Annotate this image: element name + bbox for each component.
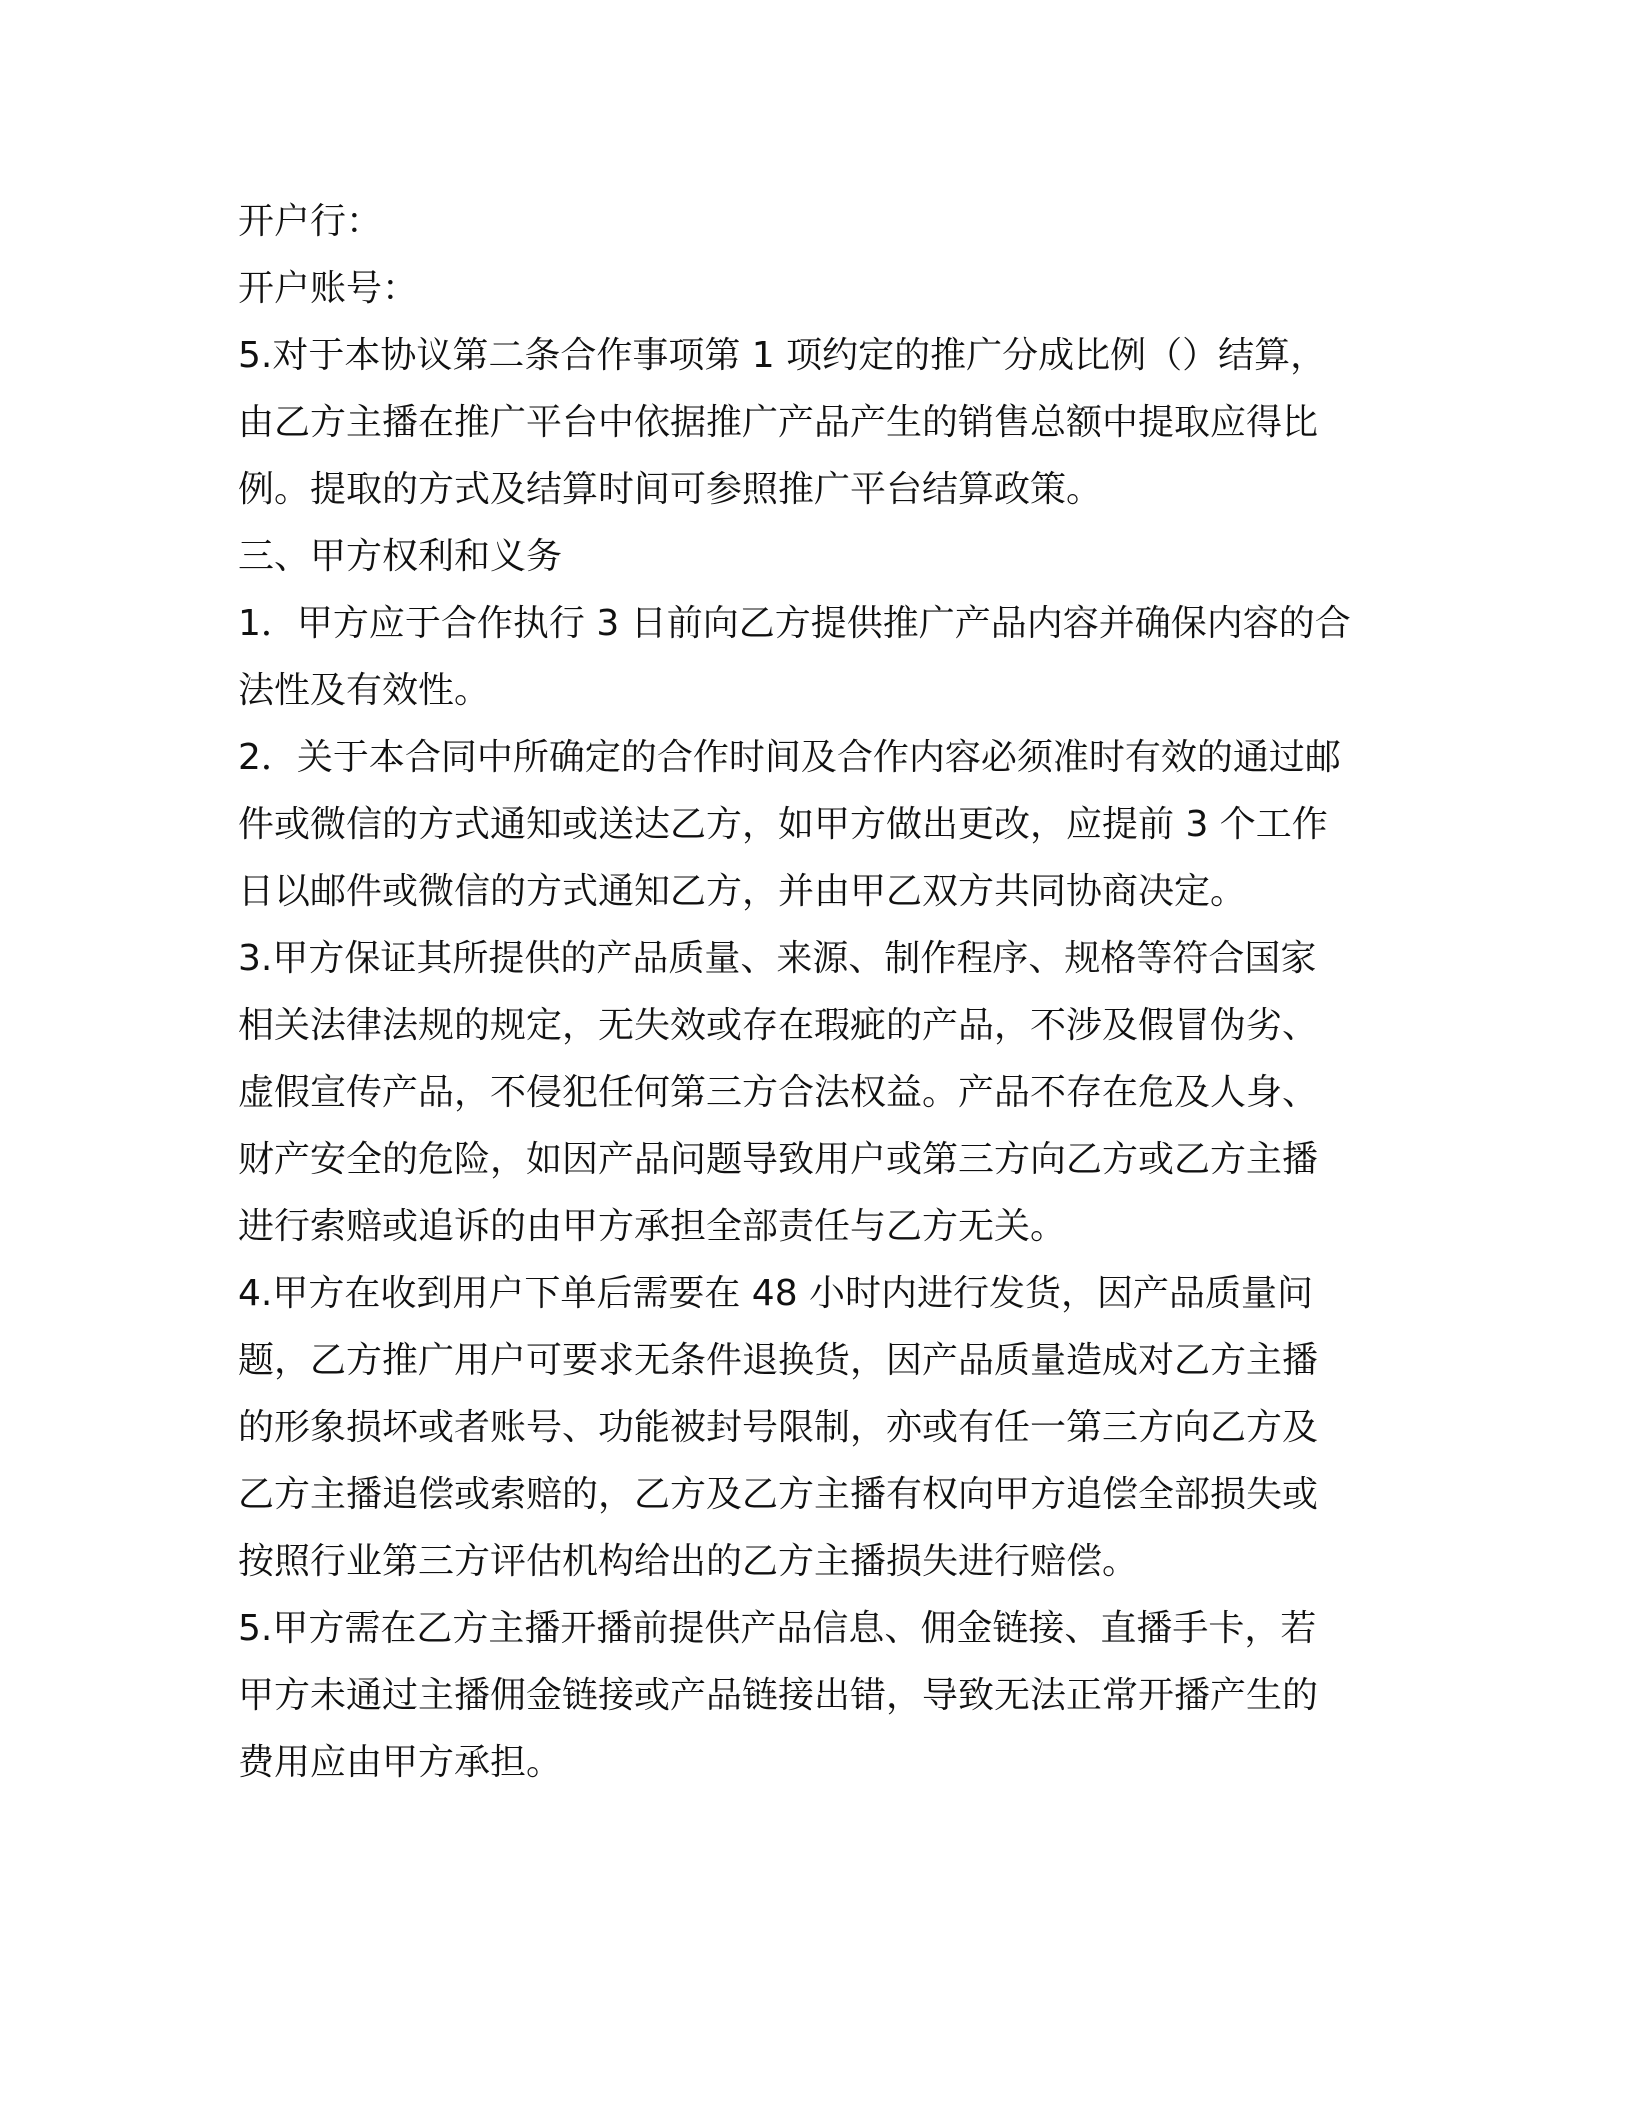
text-line: 1．甲方应于合作执行 3 日前向乙方提供推广产品内容并确保内容的合: [238, 603, 1351, 644]
text-line: 的形象损坏或者账号、功能被封号限制，亦或有任一第三方向乙方及: [238, 1407, 1319, 1448]
text-line: 2．关于本合同中所确定的合作时间及合作内容必须准时有效的通过邮: [238, 737, 1341, 778]
text-line: 3.甲方保证其所提供的产品质量、来源、制作程序、规格等符合国家: [238, 938, 1317, 979]
text-line: 乙方主播追偿或索赔的，乙方及乙方主播有权向甲方追偿全部损失或: [238, 1474, 1319, 1515]
text-line: 费用应由甲方承担。: [238, 1742, 563, 1783]
text-line: 例。提取的方式及结算时间可参照推广平台结算政策。: [238, 469, 1103, 510]
document-body: [238, 188, 1388, 1796]
text-line: 题，乙方推广用户可要求无条件退换货，因产品质量造成对乙方主播: [238, 1340, 1319, 1381]
text-line: 开户账号：: [238, 268, 419, 309]
text-line: 日以邮件或微信的方式通知乙方，并由甲乙双方共同协商决定。: [238, 871, 1247, 912]
text-line: 财产安全的危险，如因产品问题导致用户或第三方向乙方或乙方主播: [238, 1139, 1319, 1180]
text-line: 5.甲方需在乙方主播开播前提供产品信息、佣金链接、直播手卡，若: [238, 1608, 1317, 1649]
text-line: 4.甲方在收到用户下单后需要在 48 小时内进行发货，因产品质量问: [238, 1273, 1314, 1314]
text-line: 件或微信的方式通知或送达乙方，如甲方做出更改，应提前 3 个工作: [238, 804, 1328, 845]
text-line: 按照行业第三方评估机构给出的乙方主播损失进行赔偿。: [238, 1541, 1139, 1582]
text-line: 进行索赔或追诉的由甲方承担全部责任与乙方无关。: [238, 1206, 1067, 1247]
section-heading: 三、甲方权利和义务: [238, 536, 563, 577]
text-line: 开户行：: [238, 201, 383, 242]
text-line: 由乙方主播在推广平台中依据推广产品产生的销售总额中提取应得比: [238, 402, 1319, 443]
text-line: 甲方未通过主播佣金链接或产品链接出错，导致无法正常开播产生的: [238, 1675, 1319, 1716]
text-line: 5.对于本协议第二条合作事项第 1 项约定的推广分成比例（）结算，: [238, 335, 1327, 376]
text-line: 法性及有效性。: [238, 670, 491, 711]
text-line: 虚假宣传产品，不侵犯任何第三方合法权益。产品不存在危及人身、: [238, 1072, 1319, 1113]
text-line: 相关法律法规的规定，无失效或存在瑕疵的产品，不涉及假冒伪劣、: [238, 1005, 1319, 1046]
